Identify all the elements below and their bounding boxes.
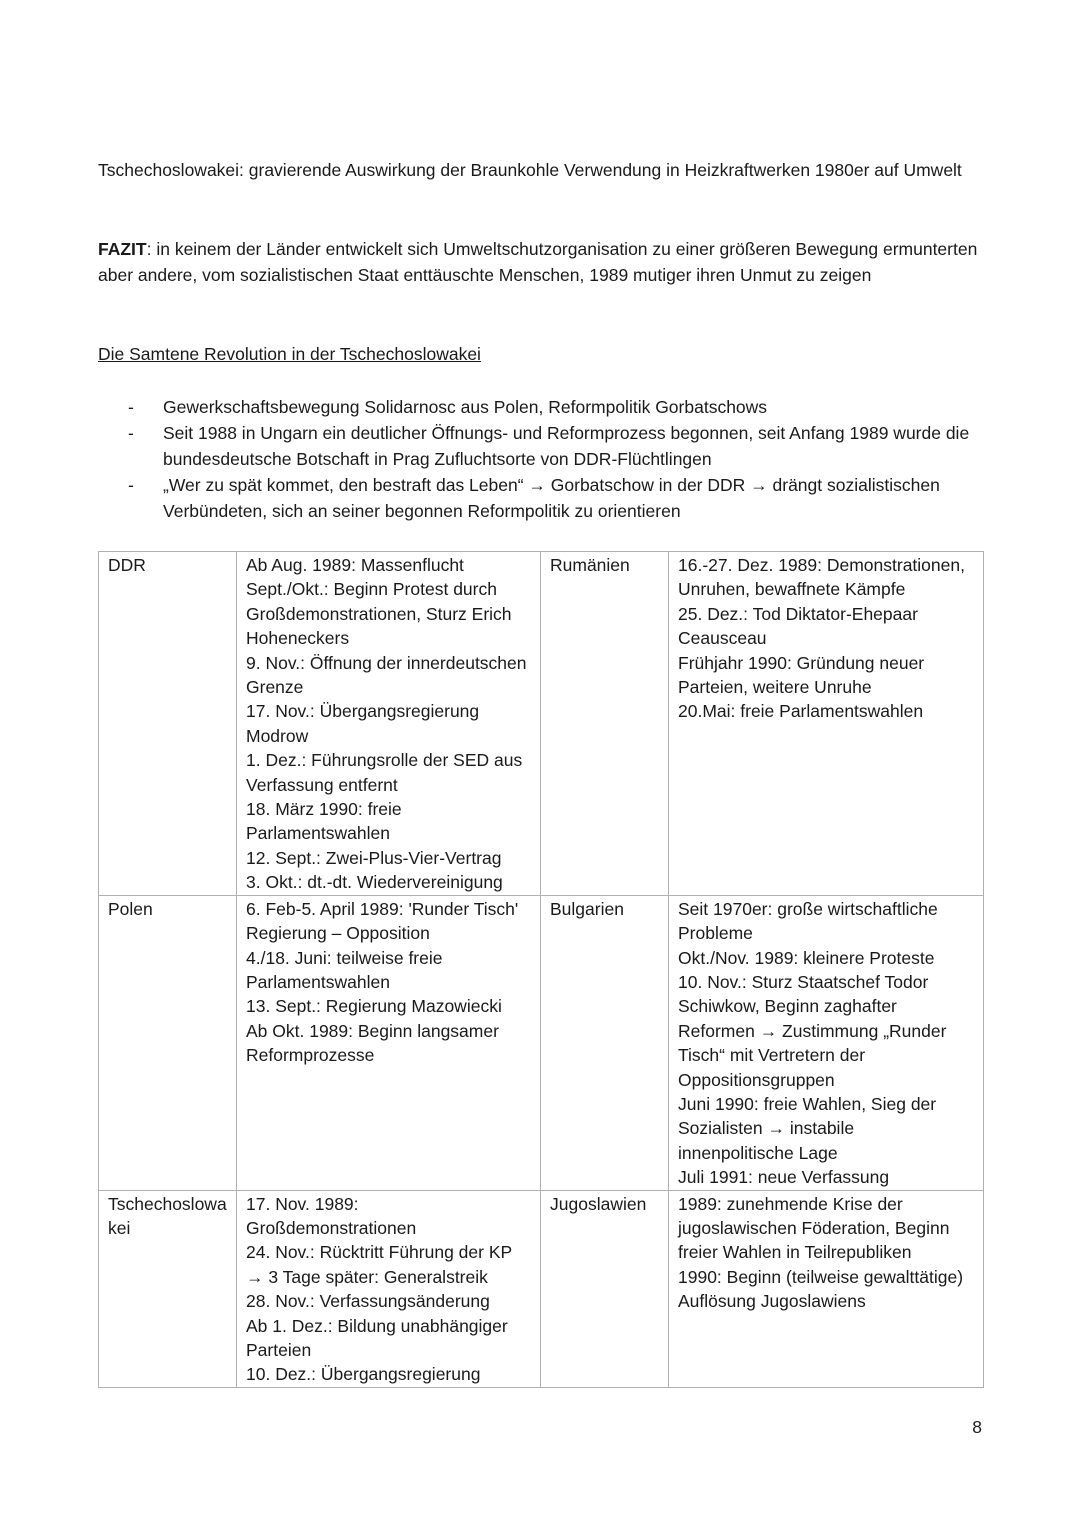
bullet-dash: - <box>128 475 134 495</box>
fazit-text: : in keinem der Länder entwickelt sich Umweltschutzorganisation zu einer größeren Bewegung ermunterten aber andere, vom sozialistischen Staat enttäuschte Menschen, 1989 mutiger ihren Unmut zu zeigen <box>98 239 978 285</box>
table-row <box>99 895 984 1190</box>
table-row <box>99 1190 984 1387</box>
bullet-item <box>98 394 998 420</box>
intro-paragraph: Tschechoslowakei: gravierende Auswirkung der Braunkohle Verwendung in Heizkraftwerken 1980er auf Umwelt <box>98 160 962 180</box>
country-cell: Polen <box>99 895 237 1190</box>
events-cell: 16.-27. Dez. 1989: Demonstrationen, Unruhen, bewaffnete Kämpfe 25. Dez.: Tod Diktator-Ehepaar Ceausceau Frühjahr 1990: Gründung neuer Parteien, weitere Unruhe 20.Mai: freie Parlamentswahlen <box>669 552 984 896</box>
bullet-item <box>98 420 998 472</box>
country-cell: Rumänien <box>541 552 669 896</box>
page-number: 8 <box>972 1417 982 1437</box>
events-cell: Ab Aug. 1989: Massenflucht Sept./Okt.: Beginn Protest durch Großdemonstrationen, Sturz Erich Hoheneckers 9. Nov.: Öffnung der innerdeutschen Grenze 17. Nov.: Übergangsregierung Modrow 1. Dez.: Führungsrolle der SED aus Verfassung entfernt 18. März 1990: freie Parlamentswahlen 12. Sept.: Zwei-Plus-Vier-Vertrag 3. Okt.: dt.-dt. Wiedervereinigung <box>237 552 541 896</box>
events-cell: Seit 1970er: große wirtschaftliche Probleme Okt./Nov. 1989: kleinere Proteste 10. Nov.: Sturz Staatschef Todor Schiwkow, Beginn zaghafter Reformen → Zustimmung „Runder Tisch“ mit Vertretern der Oppositionsgruppen Juni 1990: freie Wahlen, Sieg der Sozialisten → instabile innenpolitische Lage Juli 1991: neue Verfassung <box>669 895 984 1190</box>
events-cell: 17. Nov. 1989: Großdemonstrationen 24. Nov.: Rücktritt Führung der KP → 3 Tage später: Generalstreik 28. Nov.: Verfassungsänderung Ab 1. Dez.: Bildung unabhängiger Parteien 10. Dez.: Übergangsregierung <box>237 1190 541 1387</box>
country-cell: DDR <box>99 552 237 896</box>
bullet-list <box>98 394 998 524</box>
fazit-paragraph <box>98 236 978 288</box>
revolutions-table <box>98 551 984 1388</box>
bullet-text: Gewerkschaftsbewegung Solidarnosc aus Polen, Reformpolitik Gorbatschows <box>163 397 768 417</box>
events-cell: 1989: zunehmende Krise der jugoslawischen Föderation, Beginn freier Wahlen in Teilrepubliken 1990: Beginn (teilweise gewalttätige) Auflösung Jugoslawiens <box>669 1190 984 1387</box>
bullet-text: Seit 1988 in Ungarn ein deutlicher Öffnungs- und Reformprozess begonnen, seit Anfang 1989 wurde die bundesdeutsche Botschaft in Prag Zufluchtsorte von DDR-Flüchtlingen <box>163 423 970 469</box>
bullet-dash: - <box>128 397 134 417</box>
country-cell: Jugoslawien <box>541 1190 669 1387</box>
section-heading: Die Samtene Revolution in der Tschechoslowakei <box>98 344 481 364</box>
country-cell: Bulgarien <box>541 895 669 1190</box>
fazit-label: FAZIT <box>98 239 147 259</box>
events-cell: 6. Feb-5. April 1989: 'Runder Tisch' Regierung – Opposition 4./18. Juni: teilweise freie Parlamentswahlen 13. Sept.: Regierung Mazowiecki Ab Okt. 1989: Beginn langsamer Reformprozesse <box>237 895 541 1190</box>
table-row <box>99 552 984 896</box>
bullet-text: „Wer zu spät kommet, den bestraft das Leben“ → Gorbatschow in der DDR → drängt sozialistischen Verbündeten, sich an seiner begonnen Reformpolitik zu orientieren <box>163 475 940 521</box>
country-cell: Tschechoslowakei <box>99 1190 237 1387</box>
bullet-dash: - <box>128 423 134 443</box>
bullet-item <box>98 472 998 524</box>
